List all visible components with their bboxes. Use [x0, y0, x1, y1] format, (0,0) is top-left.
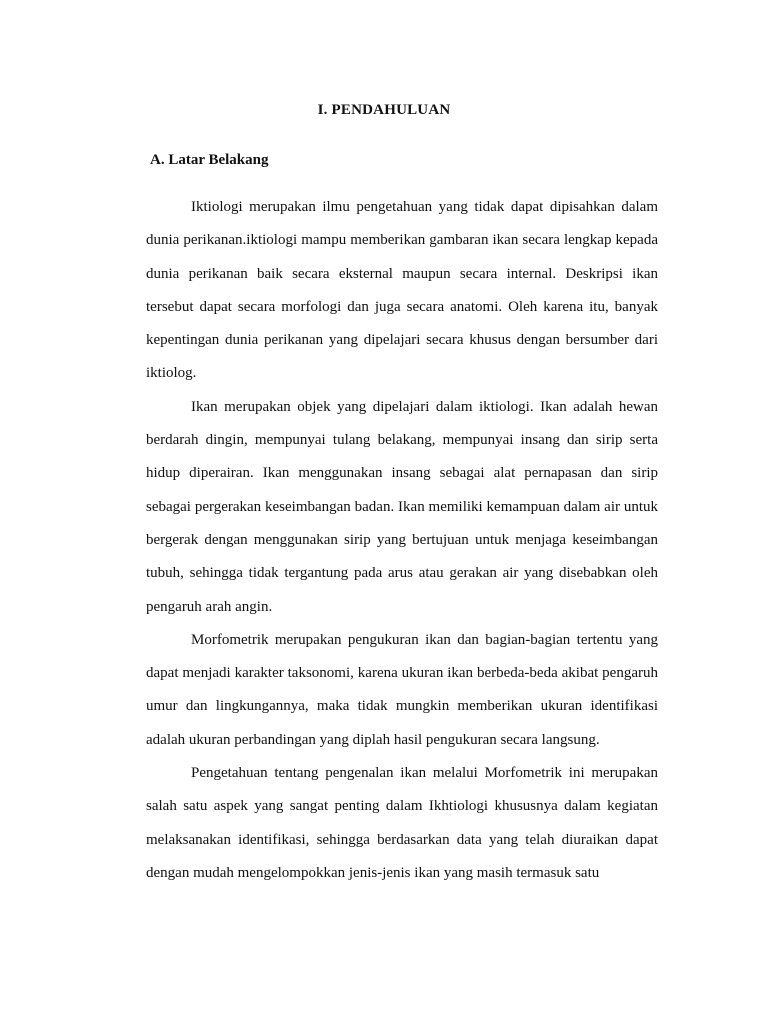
body-text: [146, 191, 658, 890]
paragraph: Iktiologi merupakan ilmu pengetahuan yang tidak dapat dipisahkan dalam dunia perikanan.iktiologi mampu memberikan gambaran ikan secara lengkap kepada dunia perikanan baik secara eksternal maupun secara internal. Deskripsi ikan tersebut dapat secara morfologi dan juga secara anatomi. Oleh karena itu, banyak kepentingan dunia perikanan yang dipelajari secara khusus dengan bersumber dari iktiolog.: [146, 199, 658, 382]
paragraph: Ikan merupakan objek yang dipelajari dalam iktiologi. Ikan adalah hewan berdarah dingin, mempunyai tulang belakang, mempunyai insang dan sirip serta hidup diperairan. Ikan menggunakan insang sebagai alat pernapasan dan sirip sebagai pergerakan keseimbangan badan. Ikan memiliki kemampuan dalam air untuk bergerak dengan menggunakan sirip yang bertujuan untuk menjaga keseimbangan tubuh, sehingga tidak tergantung pada arus atau gerakan air yang disebabkan oleh pengaruh arah angin.: [146, 398, 658, 615]
paragraph: Morfometrik merupakan pengukuran ikan dan bagian-bagian tertentu yang dapat menjadi karakter taksonomi, karena ukuran ikan berbeda-beda akibat pengaruh umur dan lingkungannya, maka tidak mungkin memberikan ukuran identifikasi adalah ukuran perbandingan yang diplah hasil pengukuran secara langsung.: [146, 631, 658, 748]
chapter-title: I. PENDAHULUAN: [317, 102, 451, 118]
section-title: A. Latar Belakang: [150, 152, 269, 168]
paragraph: Pengetahuan tentang pengenalan ikan melalui Morfometrik ini merupakan salah satu aspek yang sangat penting dalam Ikhtiologi khususnya dalam kegiatan melaksanakan identifikasi, sehingga berdasarkan data yang telah diuraikan dapat dengan mudah mengelompokkan jenis-jenis ikan yang masih termasuk satu: [146, 765, 658, 881]
